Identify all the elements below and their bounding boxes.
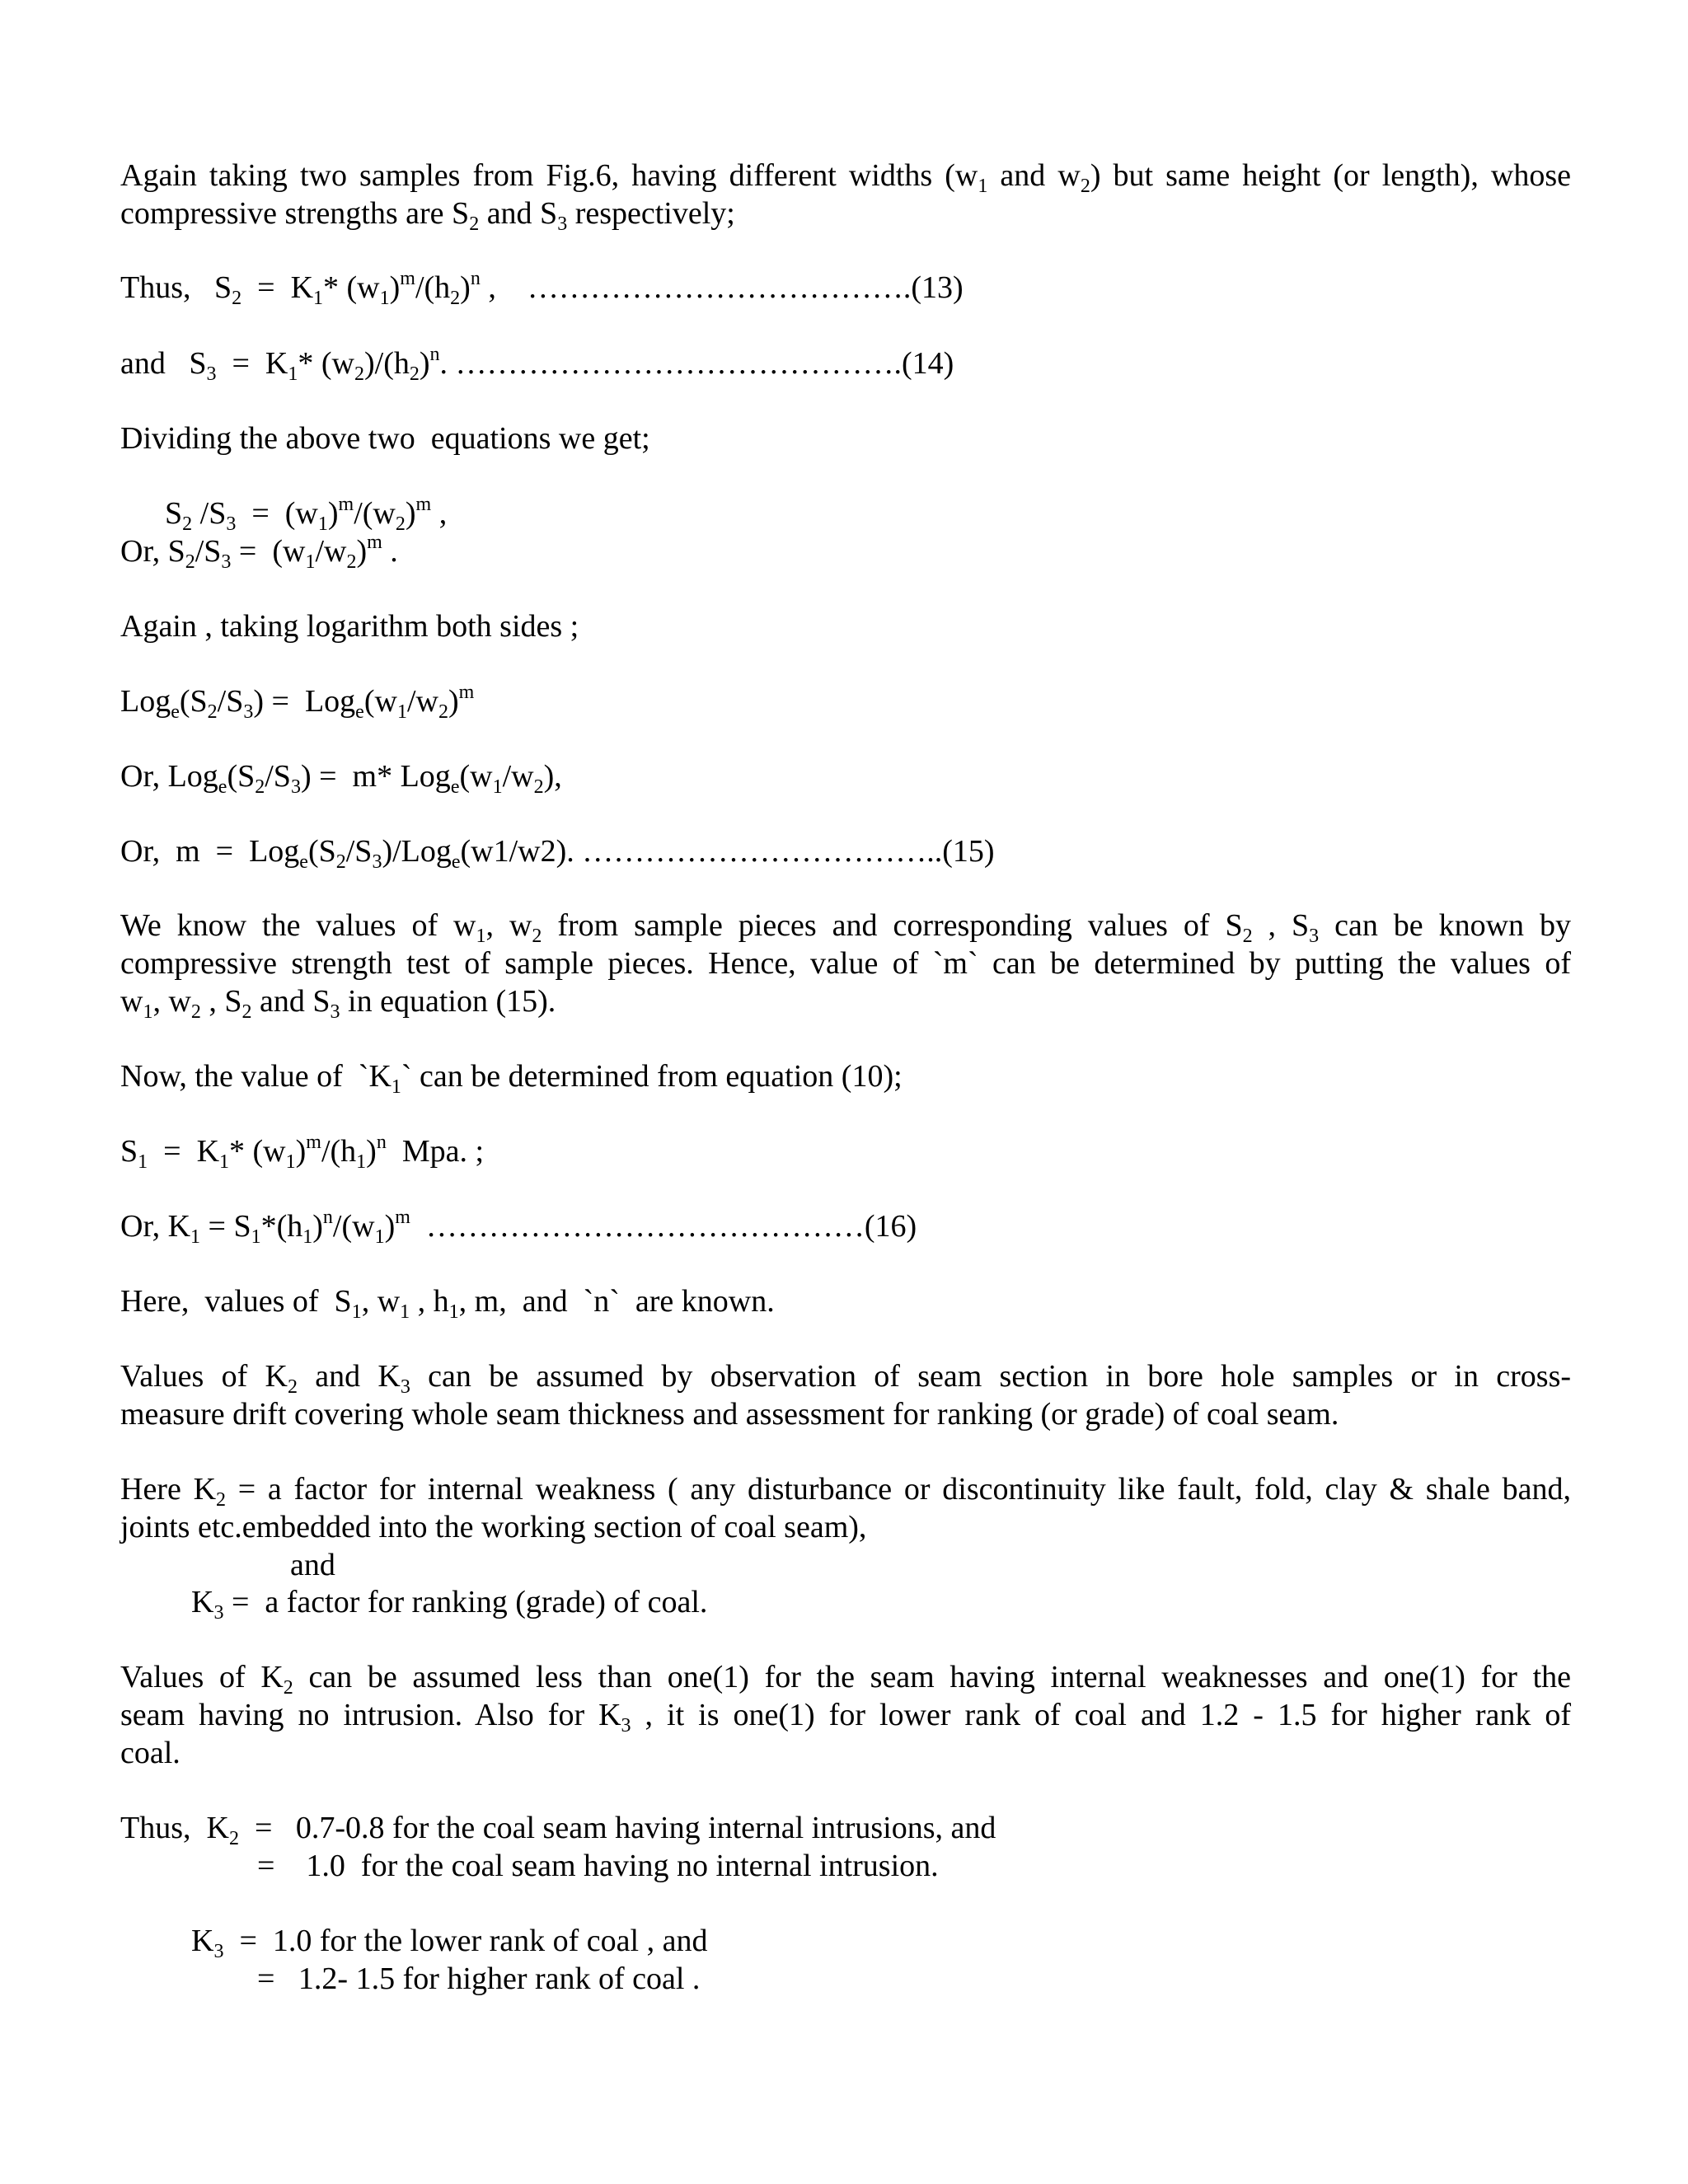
k2-definition-line-1: Here $K_2 = a$ factor for internal weakness ( any disturbance or discontinuity like fault, fold, clay & shale band,: [120, 1472, 1571, 1511]
k1-text: Now, the value of $`K_1`$ can be determined from equation (10);: [120, 1059, 903, 1098]
ratio-line-2: Or, $S_2/S_3 = (w_1/w_2)^m$ .: [120, 532, 398, 573]
dividing-text: Dividing the above two equations we get;: [120, 421, 650, 456]
equation-13: Thus, $S_2 = K_1*$ $(w_1)^m/(h_2)^n$ , ……………………………….(13): [120, 268, 964, 309]
k3-values-line-2: = 1.2- 1.5 for higher rank of coal .: [257, 1961, 701, 1996]
k-values-paragraph-line-1: Values of $K_2$ can be assumed less than one(1) for the seam having internal weaknesses and one(1) for the: [120, 1660, 1572, 1699]
k2-k3-paragraph-line-2: measure drift covering whole seam thickness and assessment for ranking (or grade) of coal seam.: [120, 1397, 1339, 1432]
equation-15: Or, $m = Log_e(S_2/S_3)/Log_e(w1/w2)$. ……………………………..(15): [120, 834, 995, 873]
k2-k3-paragraph-line-1: Values of $K_2$ and $K_3$ can be assumed by observation of seam section in bore hole samples or in cross-: [120, 1359, 1572, 1398]
values-paragraph-line-1: We know the values of $w_1$, $w_2$ from sample pieces and corresponding values of $S_2$ , $S_3$ can be known by: [120, 908, 1571, 947]
s1-equation: $S_1 = K_1*$ $(w_1)^m/(h_1)^n$ Mpa. ;: [120, 1132, 485, 1173]
and-connector: and: [290, 1548, 335, 1582]
ratio-line-1: $S_2$ $/S_3 = (w_1)^m/(w_2)^m$ ,: [165, 494, 448, 535]
logarithm-text: Again , taking logarithm both sides ;: [120, 609, 579, 644]
intro-line-2: compressive strengths are $S_2$ and $S_3$ respectively;: [120, 196, 735, 235]
k2-values-line-1: Thus, $K_2 = 0.7-0.8$ for the coal seam having internal intrusions, and: [120, 1811, 996, 1849]
k3-definition: $K_3 = a$ factor for ranking (grade) of coal.: [191, 1585, 708, 1624]
k-values-paragraph-line-3: coal.: [120, 1736, 181, 1770]
log-equation-1: $Log_e(S_2/S_3) = Log_e(w_1/w_2)^m$: [120, 682, 475, 723]
values-paragraph-line-3: $w_1$, $w_2$ , $S_2$ and $S_3$ in equation (15).: [120, 984, 556, 1023]
k2-definition-line-2: joints etc.embedded into the working section of coal seam),: [120, 1510, 867, 1544]
intro-line-1: Again taking two samples from Fig.6, having different widths ($w_1$ and $w_2$) but same height (or length), whose: [120, 158, 1571, 197]
known-values-text: Here, values of $S_1$, $w_1$ , $h_1$, m, and `n` are known.: [120, 1284, 775, 1323]
equation-14: and $S_3 = K_1*$ $(w_2)/(h_2)^n$. …………………………………….(14): [120, 344, 954, 385]
values-paragraph-line-2: compressive strength test of sample pieces. Hence, value of `m` can be determined by putting the values of: [120, 946, 1571, 981]
k-values-paragraph-line-2: seam having no intrusion. Also for $K_3$ , it is one(1) for lower rank of coal and 1.2 - 1.5 for higher rank of: [120, 1698, 1572, 1736]
log-equation-2: Or, $Log_e(S_2/S_3) = m*$ $Log_e(w_1/w_2)$,: [120, 759, 562, 798]
k2-values-line-2: = 1.0 for the coal seam having no internal intrusion.: [257, 1849, 939, 1883]
equation-16: Or, $K_1 = S_1*(h_1)^n/(w_1)^m$ ……………………………………(16): [120, 1207, 917, 1248]
k3-values-line-1: $K_3 = 1.0$ for the lower rank of coal , and: [191, 1924, 708, 1962]
